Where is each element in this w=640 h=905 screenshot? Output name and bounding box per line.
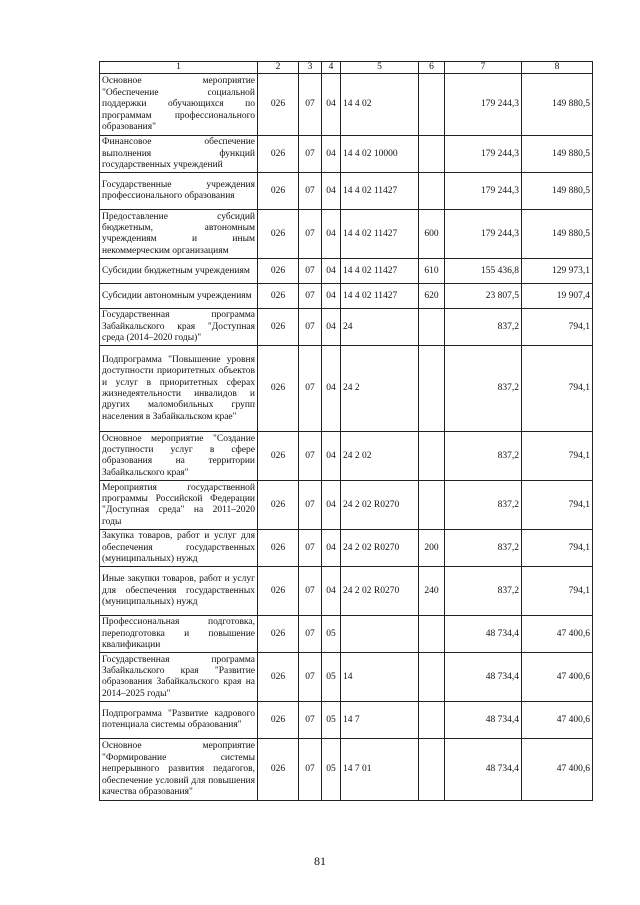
column-header-1: 1 — [100, 62, 258, 74]
row-subsection-code: 05 — [322, 702, 341, 739]
row-section-code: 07 — [299, 481, 322, 530]
column-header-7: 7 — [445, 62, 522, 74]
table-row — [100, 210, 593, 259]
column-header-3: 3 — [299, 62, 322, 74]
table-row — [100, 567, 593, 616]
row-target-article-code: 14 7 — [341, 702, 419, 739]
row-ministry-code: 026 — [258, 739, 299, 801]
row-section-code: 07 — [299, 653, 322, 702]
column-header-8: 8 — [522, 62, 593, 74]
budget-table-container — [99, 61, 593, 801]
row-expense-type-code: 610 — [419, 259, 445, 284]
row-ministry-code: 026 — [258, 173, 299, 210]
row-amount-year-1: 48 734,4 — [445, 739, 522, 801]
row-amount-year-2: 47 400,6 — [522, 702, 593, 739]
row-target-article-code: 24 — [341, 309, 419, 346]
row-ministry-code: 026 — [258, 432, 299, 481]
row-expense-type-code — [419, 616, 445, 653]
table-row — [100, 432, 593, 481]
row-subsection-code: 04 — [322, 136, 341, 173]
row-name: Иные закупки товаров, работ и услуг для обеспечения государственных (муниципальных) нужд — [100, 567, 258, 616]
row-name: Профессиональная подготовка, переподготовка и повышение квалификации — [100, 616, 258, 653]
row-expense-type-code — [419, 346, 445, 432]
row-amount-year-1: 155 436,8 — [445, 259, 522, 284]
row-section-code: 07 — [299, 616, 322, 653]
row-ministry-code: 026 — [258, 567, 299, 616]
row-subsection-code: 05 — [322, 653, 341, 702]
row-section-code: 07 — [299, 136, 322, 173]
row-name: Финансовое обеспечение выполнения функций государственных учреждений — [100, 136, 258, 173]
column-header-2: 2 — [258, 62, 299, 74]
row-amount-year-2: 149 880,5 — [522, 173, 593, 210]
row-ministry-code: 026 — [258, 702, 299, 739]
row-expense-type-code — [419, 432, 445, 481]
row-section-code: 07 — [299, 702, 322, 739]
row-target-article-code: 24 2 — [341, 346, 419, 432]
row-expense-type-code: 240 — [419, 567, 445, 616]
row-amount-year-2: 794,1 — [522, 530, 593, 567]
row-section-code: 07 — [299, 432, 322, 481]
row-name: Подпрограмма "Повышение уровня доступности приоритетных объектов и услуг в приоритетных сферах жизнедеятельности инвалидов и других маломобильных групп населения в Забайкальском крае" — [100, 346, 258, 432]
table-row — [100, 739, 593, 801]
row-target-article-code — [341, 616, 419, 653]
row-amount-year-2: 794,1 — [522, 309, 593, 346]
row-target-article-code: 14 4 02 11427 — [341, 210, 419, 259]
row-amount-year-2: 149 880,5 — [522, 74, 593, 136]
row-subsection-code: 04 — [322, 259, 341, 284]
row-expense-type-code — [419, 136, 445, 173]
row-amount-year-2: 794,1 — [522, 432, 593, 481]
table-row — [100, 284, 593, 309]
column-header-6: 6 — [419, 62, 445, 74]
row-amount-year-2: 47 400,6 — [522, 739, 593, 801]
row-name: Предоставление субсидий бюджетным, автономным учреждениям и иным некоммерческим организациям — [100, 210, 258, 259]
row-ministry-code: 026 — [258, 74, 299, 136]
row-subsection-code: 04 — [322, 74, 341, 136]
row-section-code: 07 — [299, 346, 322, 432]
row-amount-year-2: 149 880,5 — [522, 210, 593, 259]
row-target-article-code: 14 4 02 11427 — [341, 173, 419, 210]
row-target-article-code: 14 4 02 10000 — [341, 136, 419, 173]
row-expense-type-code: 600 — [419, 210, 445, 259]
table-row — [100, 702, 593, 739]
row-amount-year-1: 48 734,4 — [445, 702, 522, 739]
row-expense-type-code — [419, 702, 445, 739]
table-row — [100, 136, 593, 173]
row-ministry-code: 026 — [258, 481, 299, 530]
row-target-article-code: 14 — [341, 653, 419, 702]
row-subsection-code: 04 — [322, 346, 341, 432]
table-row — [100, 481, 593, 530]
row-section-code: 07 — [299, 210, 322, 259]
table-row — [100, 616, 593, 653]
table-row — [100, 74, 593, 136]
row-subsection-code: 05 — [322, 739, 341, 801]
row-ministry-code: 026 — [258, 653, 299, 702]
table-row — [100, 530, 593, 567]
row-amount-year-2: 149 880,5 — [522, 136, 593, 173]
row-amount-year-1: 179 244,3 — [445, 173, 522, 210]
row-amount-year-1: 48 734,4 — [445, 616, 522, 653]
row-ministry-code: 026 — [258, 616, 299, 653]
row-amount-year-1: 179 244,3 — [445, 210, 522, 259]
row-subsection-code: 04 — [322, 530, 341, 567]
row-amount-year-2: 47 400,6 — [522, 653, 593, 702]
table-row — [100, 309, 593, 346]
row-subsection-code: 04 — [322, 432, 341, 481]
row-section-code: 07 — [299, 309, 322, 346]
row-name: Государственная программа Забайкальского края "Развитие образования Забайкальского края на 2014–2025 годы" — [100, 653, 258, 702]
row-target-article-code: 24 2 02 R0270 — [341, 567, 419, 616]
row-section-code: 07 — [299, 567, 322, 616]
row-amount-year-2: 47 400,6 — [522, 616, 593, 653]
column-header-4: 4 — [322, 62, 341, 74]
row-target-article-code: 14 4 02 11427 — [341, 259, 419, 284]
row-amount-year-1: 837,2 — [445, 481, 522, 530]
row-expense-type-code: 200 — [419, 530, 445, 567]
row-amount-year-2: 794,1 — [522, 567, 593, 616]
row-name: Субсидии бюджетным учреждениям — [100, 259, 258, 284]
row-name: Государственные учреждения профессионального образования — [100, 173, 258, 210]
row-target-article-code: 14 7 01 — [341, 739, 419, 801]
table-row — [100, 653, 593, 702]
row-amount-year-1: 837,2 — [445, 346, 522, 432]
row-target-article-code: 24 2 02 — [341, 432, 419, 481]
row-expense-type-code — [419, 74, 445, 136]
table-row — [100, 173, 593, 210]
row-ministry-code: 026 — [258, 309, 299, 346]
row-name: Основное мероприятие "Формирование системы непрерывного развития педагогов, обеспечение условий для повышения качества образования" — [100, 739, 258, 801]
row-target-article-code: 14 4 02 — [341, 74, 419, 136]
row-amount-year-2: 794,1 — [522, 346, 593, 432]
row-subsection-code: 04 — [322, 173, 341, 210]
row-name: Подпрограмма "Развитие кадрового потенциала системы образования" — [100, 702, 258, 739]
row-target-article-code: 24 2 02 R0270 — [341, 481, 419, 530]
row-subsection-code: 04 — [322, 284, 341, 309]
row-expense-type-code — [419, 309, 445, 346]
row-ministry-code: 026 — [258, 530, 299, 567]
row-section-code: 07 — [299, 284, 322, 309]
row-ministry-code: 026 — [258, 284, 299, 309]
table-row — [100, 259, 593, 284]
row-amount-year-1: 837,2 — [445, 567, 522, 616]
row-name: Основное мероприятие "Обеспечение социальной поддержки обучающихся по программам профессионального образования" — [100, 74, 258, 136]
row-subsection-code: 04 — [322, 309, 341, 346]
row-subsection-code: 05 — [322, 616, 341, 653]
row-ministry-code: 026 — [258, 259, 299, 284]
row-ministry-code: 026 — [258, 346, 299, 432]
row-section-code: 07 — [299, 739, 322, 801]
row-section-code: 07 — [299, 259, 322, 284]
row-expense-type-code — [419, 653, 445, 702]
row-section-code: 07 — [299, 74, 322, 136]
row-subsection-code: 04 — [322, 210, 341, 259]
page-number: 81 — [314, 854, 326, 868]
row-subsection-code: 04 — [322, 567, 341, 616]
row-amount-year-1: 837,2 — [445, 530, 522, 567]
row-amount-year-2: 129 973,1 — [522, 259, 593, 284]
row-section-code: 07 — [299, 530, 322, 567]
row-ministry-code: 026 — [258, 136, 299, 173]
row-subsection-code: 04 — [322, 481, 341, 530]
row-target-article-code: 14 4 02 11427 — [341, 284, 419, 309]
table-body — [100, 74, 593, 801]
row-amount-year-1: 837,2 — [445, 432, 522, 481]
row-name: Мероприятия государственной программы Российской Федерации "Доступная среда" на 2011–2020 годы — [100, 481, 258, 530]
row-expense-type-code — [419, 173, 445, 210]
row-ministry-code: 026 — [258, 210, 299, 259]
row-amount-year-1: 179 244,3 — [445, 74, 522, 136]
budget-table — [99, 61, 593, 801]
row-expense-type-code: 620 — [419, 284, 445, 309]
row-amount-year-1: 48 734,4 — [445, 653, 522, 702]
row-name: Государственная программа Забайкальского края "Доступная среда (2014–2020 годы)" — [100, 309, 258, 346]
row-expense-type-code — [419, 739, 445, 801]
row-amount-year-2: 794,1 — [522, 481, 593, 530]
row-target-article-code: 24 2 02 R0270 — [341, 530, 419, 567]
row-amount-year-1: 179 244,3 — [445, 136, 522, 173]
row-amount-year-2: 19 907,4 — [522, 284, 593, 309]
column-header-5: 5 — [341, 62, 419, 74]
row-name: Основное мероприятие "Создание доступности услуг в сфере образования на территории Забайкальского края" — [100, 432, 258, 481]
row-name: Субсидии автономным учреждениям — [100, 284, 258, 309]
row-name: Закупка товаров, работ и услуг для обеспечения государственных (муниципальных) нужд — [100, 530, 258, 567]
table-header-row — [100, 62, 593, 74]
row-amount-year-1: 23 807,5 — [445, 284, 522, 309]
row-amount-year-1: 837,2 — [445, 309, 522, 346]
row-expense-type-code — [419, 481, 445, 530]
table-row — [100, 346, 593, 432]
row-section-code: 07 — [299, 173, 322, 210]
